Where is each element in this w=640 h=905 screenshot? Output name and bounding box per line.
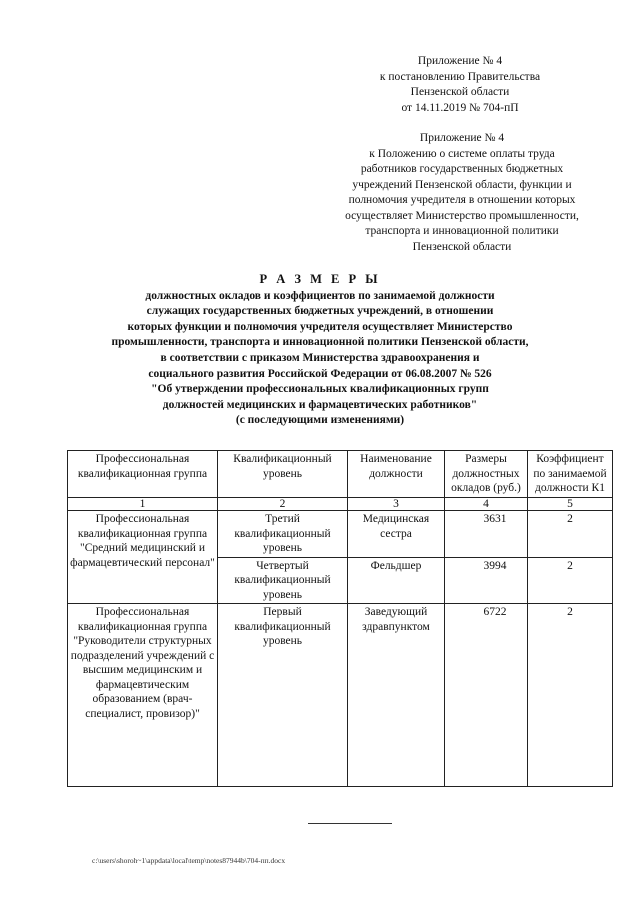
- heading-line: которых функции и полномочия учредителя осуществляет Министерство: [127, 320, 513, 333]
- salary-cell: 3994: [445, 557, 528, 604]
- column-number: 4: [445, 498, 528, 511]
- salary-cell: 6722: [445, 604, 528, 787]
- salary-table: [67, 450, 613, 787]
- appendix-line: транспорта и инновационной политики: [365, 225, 559, 237]
- table-row: [68, 604, 613, 787]
- coefficient-cell: 2: [528, 604, 613, 787]
- header-coefficient: Коэффициент по занимаемой должности К1: [528, 451, 613, 498]
- coefficient-cell: 2: [528, 511, 613, 558]
- level-cell: Первый квалификационный уровень: [218, 604, 348, 787]
- coefficient-cell: 2: [528, 557, 613, 604]
- column-number-row: [68, 498, 613, 511]
- heading-line: социального развития Российской Федерации от 06.08.2007 № 526: [148, 367, 492, 380]
- appendix-line: работников государственных бюджетных: [360, 163, 564, 175]
- file-path: c:\users\shoroh~1\appdata\local\temp\notes87944b\704-пп.docx: [92, 856, 286, 865]
- group-cell: Профессиональная квалификационная группа "Руководители структурных подразделений учреждений с высшим медицинским и фармацевтическим образованием (врач-специалист, провизор)": [68, 604, 218, 787]
- heading-line: промышленности, транспорта и инновационной политики Пензенской области,: [111, 336, 529, 349]
- position-cell: Фельдшер: [348, 557, 445, 604]
- level-cell: Третий квалификационный уровень: [218, 511, 348, 558]
- header-salary: Размеры должностных окладов (руб.): [445, 451, 528, 498]
- appendix-line: учреждений Пензенской области, функции и: [352, 178, 572, 191]
- appendix-line: к постановлению Правительства: [379, 70, 541, 83]
- salary-cell: 3631: [445, 511, 528, 558]
- appendix-line: Пензенской области: [410, 86, 510, 98]
- appendix-line: осуществляет Министерство промышленности,: [345, 209, 579, 222]
- position-cell: Заведующий здравпунктом: [348, 604, 445, 787]
- separator-line: [308, 823, 392, 824]
- heading-title: Р А З М Е Р Ы: [259, 272, 381, 286]
- appendix-regulation-block: [312, 131, 612, 255]
- appendix-line: Приложение № 4: [417, 55, 503, 67]
- header-position: Наименование должности: [348, 451, 445, 498]
- heading-line: служащих государственных бюджетных учреждений, в отношении: [146, 305, 494, 318]
- column-number: 1: [68, 498, 218, 511]
- document-heading: [80, 272, 560, 429]
- heading-line: должностей медицинских и фармацевтических работников": [162, 398, 478, 411]
- column-number: 3: [348, 498, 445, 511]
- appendix-resolution-block: [330, 54, 590, 116]
- appendix-line: полномочия учредителя в отношении которых: [348, 194, 576, 206]
- table-header-row: [68, 451, 613, 498]
- table-row: [68, 511, 613, 558]
- position-cell: Медицинская сестра: [348, 511, 445, 558]
- heading-line: должностных окладов и коэффициентов по занимаемой должности: [145, 289, 495, 302]
- level-cell: Четвертый квалификационный уровень: [218, 557, 348, 604]
- group-cell: Профессиональная квалификационная группа "Средний медицинский и фармацевтический персонал": [68, 511, 218, 604]
- appendix-line: от 14.11.2019 № 704-пП: [401, 101, 519, 114]
- column-number: 2: [218, 498, 348, 511]
- appendix-line: Пензенской области: [412, 240, 512, 253]
- appendix-line: Приложение № 4: [419, 132, 505, 144]
- heading-line: (с последующими изменениями): [235, 414, 405, 427]
- heading-line: в соответствии с приказом Министерства здравоохранения и: [160, 351, 480, 364]
- column-number: 5: [528, 498, 613, 511]
- header-level: Квалификационный уровень: [218, 451, 348, 498]
- header-group: Профессиональная квалификационная группа: [68, 451, 218, 498]
- heading-line: "Об утверждении профессиональных квалификационных групп: [151, 383, 489, 396]
- appendix-line: к Положению о системе оплаты труда: [369, 147, 555, 160]
